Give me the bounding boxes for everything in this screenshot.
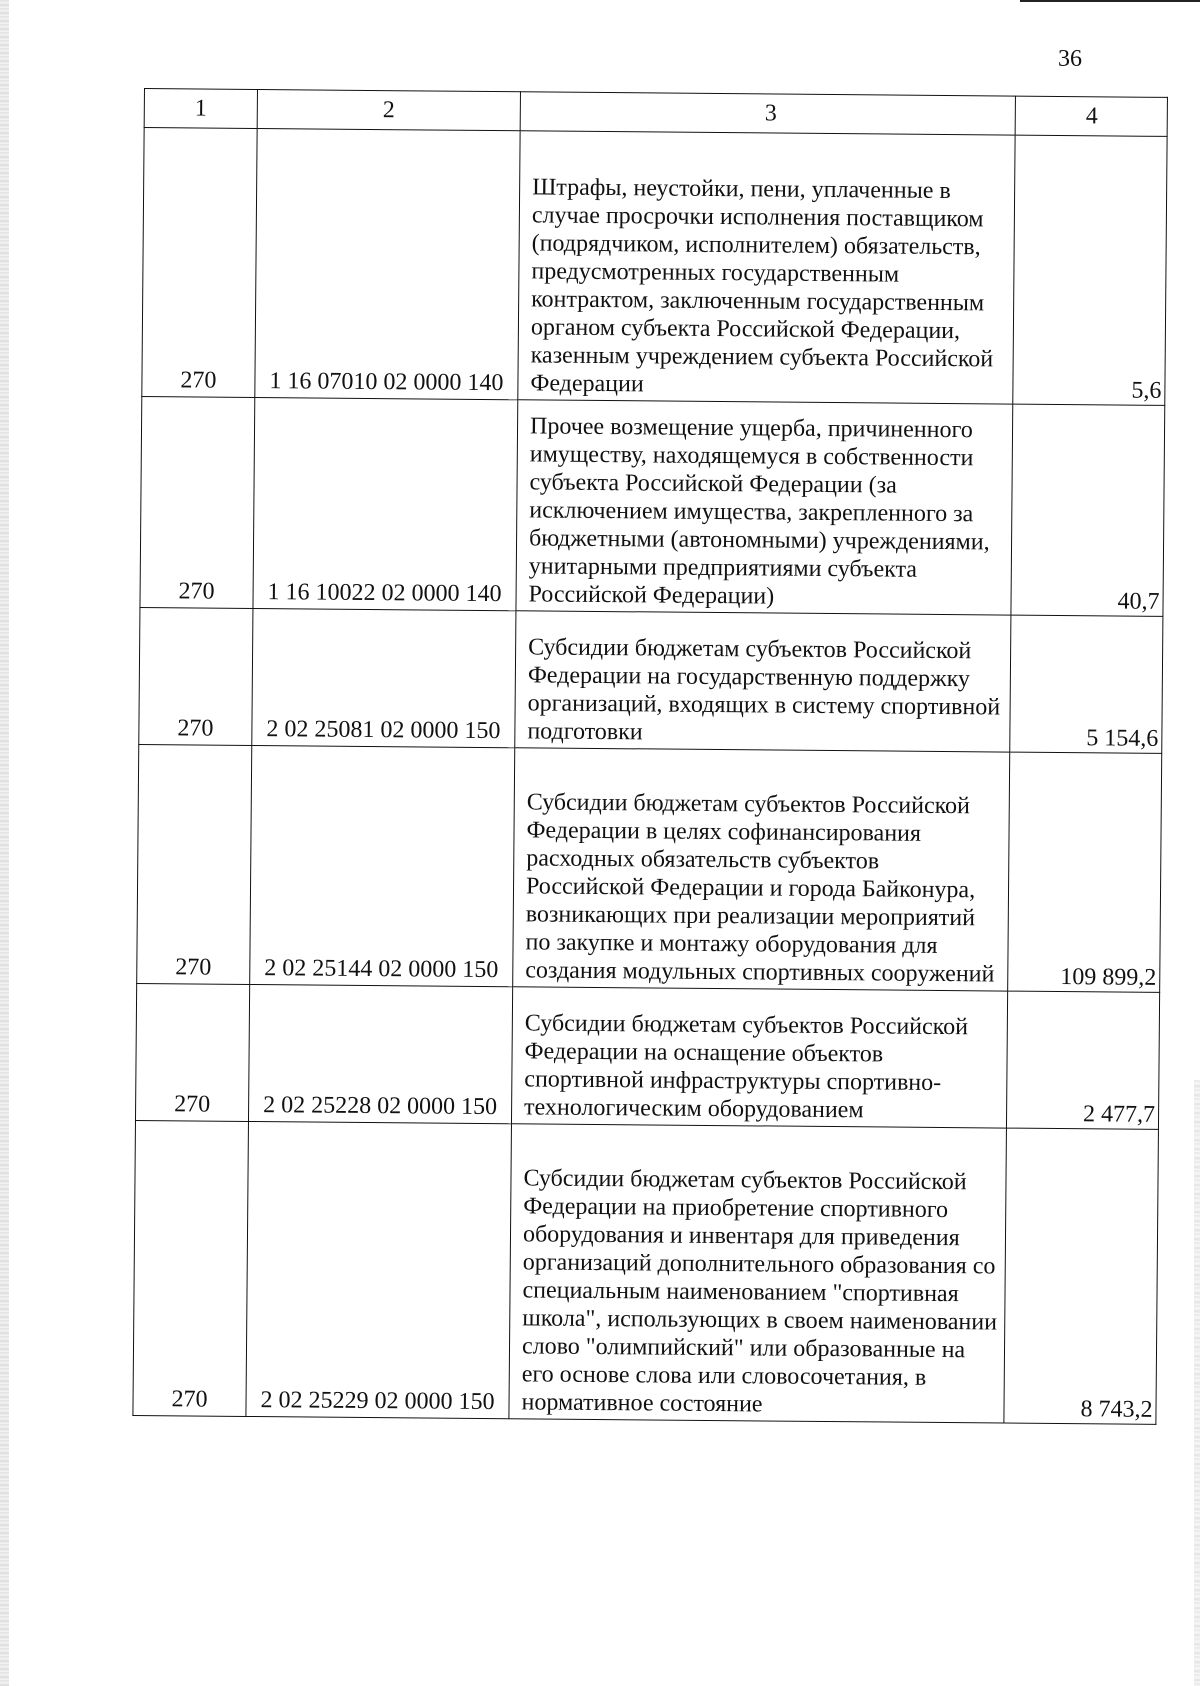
budget-code-cell: 1 16 07010 02 0000 140	[255, 128, 520, 399]
description-cell: Субсидии бюджетам субъектов Российской Федерации на приобретение спортивного оборудования и инвентаря для приведения организаций дополнительного образования со специальным наименованием "спортивная школа", использующих в своем наименовании слово "олимпийский" или образованные на его основе слова или словосочетания, в нормативное состояние	[509, 1124, 1007, 1423]
budget-code-cell: 2 02 25228 02 0000 150	[248, 984, 512, 1123]
document-sheet	[132, 88, 1162, 1425]
budget-code-cell: 2 02 25144 02 0000 150	[250, 745, 515, 986]
admin-code-cell: 270	[140, 396, 255, 608]
table-row	[140, 396, 1165, 616]
description-cell: Прочее возмещение ущерба, причиненного имуществу, находящемуся в собственности субъекта Российской Федерации (за исключением имущества, закрепленного за бюджетными (автономными) учреждениями, унитарными предприятиями субъекта Российской Федерации)	[516, 400, 1013, 615]
header-cell-1: 1	[144, 89, 257, 129]
table-row	[137, 744, 1162, 992]
revenue-table	[132, 88, 1168, 1425]
admin-code-cell: 270	[133, 1120, 249, 1416]
description-cell: Субсидии бюджетам субъектов Российской Федерации в целях софинансирования расходных обязательств субъектов Российской Федерации и города Байконура, возникающих при реализации мероприятий по закупке и монтажу оборудования для создания модульных спортивных сооружений	[513, 748, 1010, 991]
amount-cell: 109 899,2	[1008, 752, 1162, 992]
budget-code-cell: 2 02 25081 02 0000 150	[252, 608, 516, 747]
table-row	[142, 128, 1167, 406]
amount-cell: 40,7	[1011, 404, 1165, 616]
amount-cell: 2 477,7	[1006, 991, 1159, 1129]
budget-code-cell: 1 16 10022 02 0000 140	[253, 397, 518, 610]
amount-cell: 8 743,2	[1004, 1128, 1159, 1424]
table-row	[135, 983, 1159, 1129]
top-rule	[1020, 0, 1200, 2]
table-row	[133, 1120, 1159, 1424]
budget-code-cell: 2 02 25229 02 0000 150	[246, 1121, 512, 1418]
admin-code-cell: 270	[139, 607, 253, 745]
header-cell-4: 4	[1015, 96, 1167, 136]
admin-code-cell: 270	[142, 128, 257, 398]
table-row	[139, 607, 1163, 753]
amount-cell: 5,6	[1013, 135, 1167, 405]
amount-cell: 5 154,6	[1010, 615, 1163, 753]
header-cell-3: 3	[520, 92, 1015, 135]
header-cell-2: 2	[257, 89, 520, 130]
description-cell: Субсидии бюджетам субъектов Российской Федерации на оснащение объектов спортивной инфраструктуры спортивно-технологическим оборудованием	[511, 987, 1007, 1128]
description-cell: Субсидии бюджетам субъектов Российской Федерации на государственную поддержку организаций, входящих в систему спортивной подготовки	[515, 611, 1011, 752]
description-cell: Штрафы, неустойки, пени, уплаченные в случае просрочки исполнения поставщиком (подрядчиком, исполнителем) обязательств, предусмотренных государственным контрактом, заключенным государственным органом субъекта Российской Федерации, казенным учреждением субъекта Российской Федерации	[518, 131, 1015, 404]
scan-edge-left	[0, 0, 9, 1686]
admin-code-cell: 270	[137, 744, 252, 984]
page-number: 36	[1058, 46, 1082, 72]
admin-code-cell: 270	[135, 983, 249, 1121]
scan-edge-right	[1194, 1080, 1200, 1686]
